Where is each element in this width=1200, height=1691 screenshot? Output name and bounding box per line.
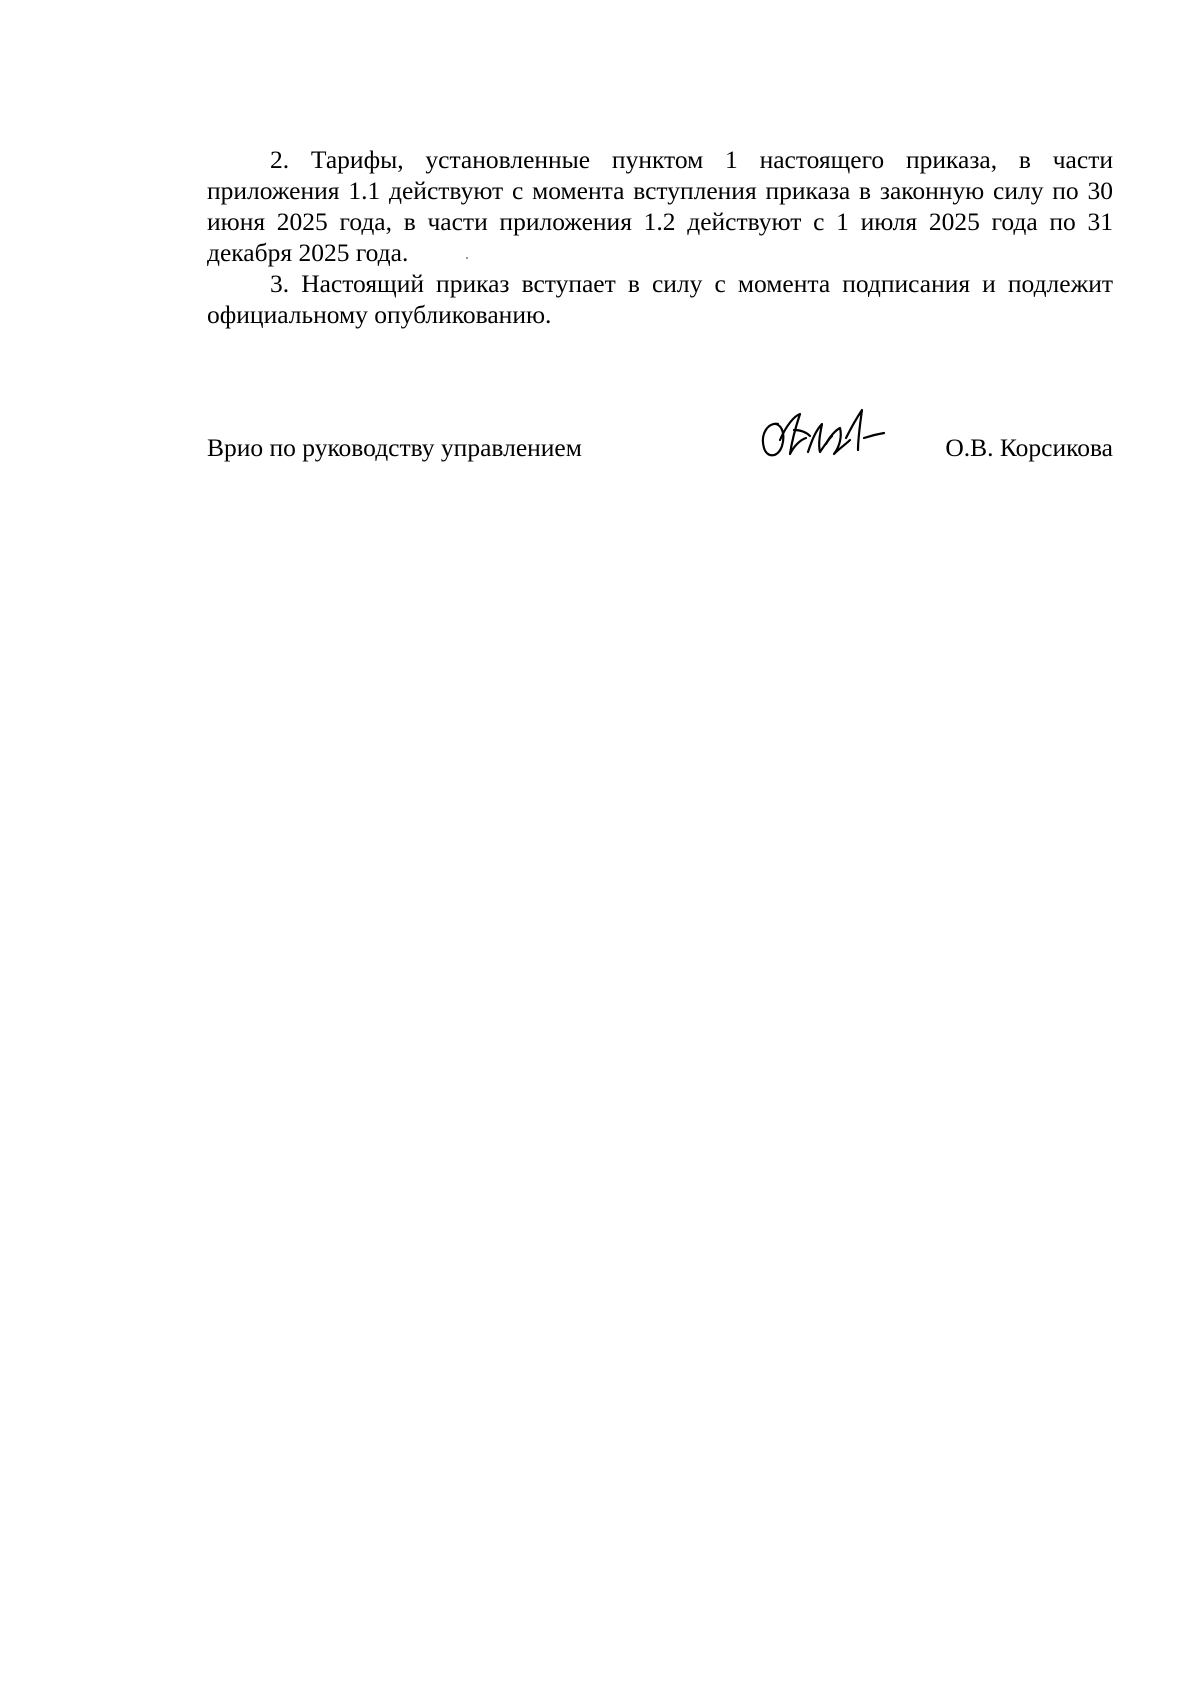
scan-speck (466, 257, 468, 259)
signatory-position: Врио по руководству управлением (207, 433, 582, 462)
signature-block (207, 400, 1113, 480)
document-body (207, 144, 1113, 330)
paragraph-2: 2. Тарифы, установленные пунктом 1 настоящего приказа, в части приложения 1.1 действуют с момента вступления приказа в законную силу по 30 июня 2025 года, в части приложения 1.2 действуют с 1 июля 2025 года по 31 декабря 2025 года. (207, 145, 1113, 267)
signatory-name: О.В. Корсикова (945, 433, 1113, 462)
paragraph-3: 3. Настоящий приказ вступает в силу с момента подписания и подлежит официальному опубликованию. (207, 269, 1113, 329)
handwritten-signature (750, 400, 900, 470)
